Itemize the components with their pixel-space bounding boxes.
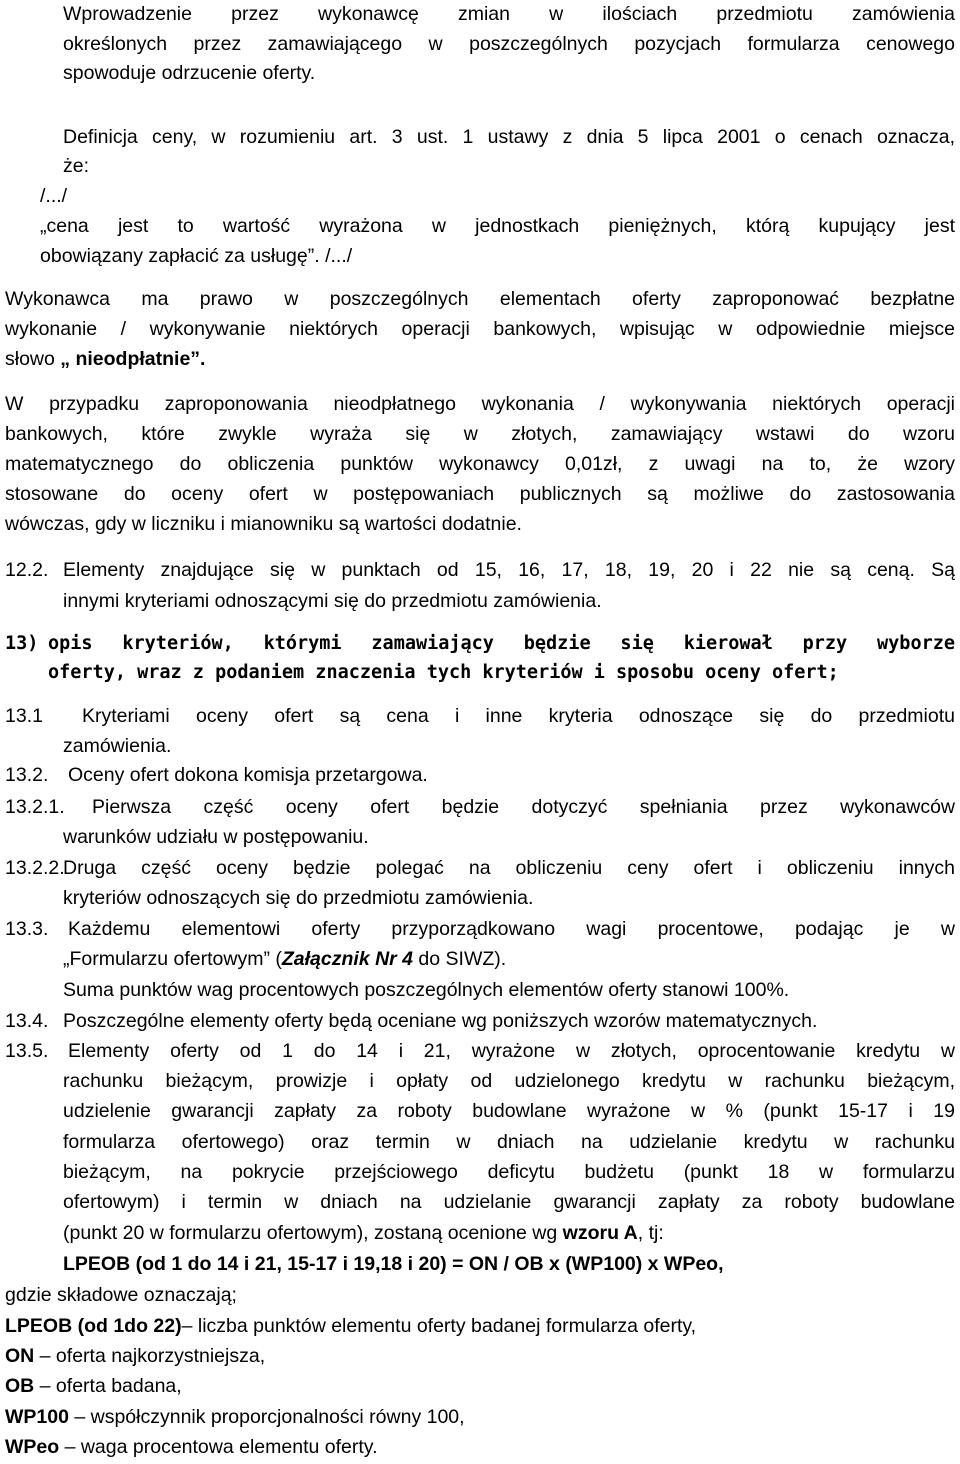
text-line: Wykonawca ma prawo w poszczególnych elementach oferty zaproponować bezpłatne [5,288,955,310]
text-line: /.../ [40,185,68,207]
legend-intro: gdzie składowe oznaczają; [5,1284,237,1306]
section-number: 13) [5,633,39,654]
text-line: Definicja ceny, w rozumieniu art. 3 ust. 1 ustawy z dnia 5 lipca 2001 o cenach oznacza, [63,126,955,148]
legend-item [5,1438,378,1458]
text-line: wykonanie / wykonywanie niektórych operacji bankowych, wpisując w odpowiednie miejsce [5,318,955,340]
text-line: Druga część oceny będzie polegać na obliczeniu ceny ofert i obliczeniu innych [63,857,955,879]
heading-line: oferty, wraz z podaniem znaczenia tych kryteriów i sposobu oceny ofert; [48,662,839,683]
text-line: Elementy oferty od 1 do 14 i 21, wyrażone w złotych, oprocentowanie kredytu w [68,1040,955,1062]
text-line: ofertowym) i termin w dniach na udzielanie gwarancji zapłaty za roboty budowlane [63,1191,955,1213]
legend-desc: – oferta najkorzystniejsza, [34,1345,266,1367]
legend-term: LPEOB (od 1do 22) [5,1315,182,1337]
formula: LPEOB (od 1 do 14 i 21, 15-17 i 19,18 i 20) = ON / OB x (WP100) x WPeo, [63,1253,724,1275]
legend-term: WP100 [5,1406,69,1428]
legend-item [5,1408,465,1428]
text-line: stosowane do oceny ofert w postępowaniach publicznych są możliwe do zastosowania [5,483,955,505]
text-line: formularza ofertowego) oraz termin w dniach na udzielanie kredytu w rachunku [63,1131,955,1153]
section-number: 13.2.2. [5,857,65,879]
section-number: 13.4. [5,1010,49,1032]
text-line: Każdemu elementowi oferty przyporządkowano wagi procentowe, podając je w [68,918,955,940]
text-span: do SIWZ). [413,948,507,970]
text-line: Oceny ofert dokona komisja przetargowa. [68,764,428,786]
text-line [63,950,506,970]
section-number: 13.5. [5,1040,49,1062]
text-line: Kryteriami oceny ofert są cena i inne kryteria odnoszące się do przedmiotu [82,705,955,727]
formula-name: wzoru A [562,1222,638,1244]
attachment-reference: Załącznik Nr 4 [281,948,414,970]
legend-item [5,1347,265,1367]
text-line [63,1224,664,1244]
text-line: wówczas, gdy w liczniku i mianowniku są wartości dodatnie. [5,513,522,535]
heading-line: opis kryteriów, którymi zamawiający będzie się kierował przy wyborze [48,633,955,654]
emphasis-nieodplatnie: „ nieodpłatnie”. [60,348,206,370]
text-span: „Formularzu ofertowym” ( [63,948,282,970]
text-span: , tj: [637,1222,664,1244]
legend-item [5,1317,696,1337]
text-line: rachunku bieżącym, prowizje i opłaty od udzielonego kredytu w rachunku bieżącym, [63,1070,955,1092]
text-line: Pierwsza część oceny ofert będzie dotyczyć spełniania przez wykonawców [92,796,955,818]
legend-desc: – liczba punktów elementu oferty badanej formularza oferty, [181,1315,697,1337]
text-line: warunków udziału w postępowaniu. [63,826,369,848]
text-line: Wprowadzenie przez wykonawcę zmian w ilościach przedmiotu zamówienia [63,3,955,25]
text-line: W przypadku zaproponowania nieodpłatnego wykonania / wykonywania niektórych operacji [5,393,955,415]
section-number: 13.2.1. [5,796,65,818]
text-line [5,350,205,370]
quote-line: „cena jest to wartość wyrażona w jednostkach pieniężnych, którą kupujący jest [40,215,955,237]
text-line: udzielenie gwarancji zapłaty za roboty budowlane wyrażone w % (punkt 15-17 i 19 [63,1100,955,1122]
section-number: 12.2. [5,559,49,581]
text-line: bankowych, które zwykle wyraża się w złotych, zamawiający wstawi do wzoru [5,423,955,445]
text-line: zamówienia. [63,735,172,757]
text-line: innymi kryteriami odnoszącymi się do przedmiotu zamówienia. [63,590,602,612]
legend-term: OB [5,1375,35,1397]
legend-item [5,1377,182,1397]
legend-desc: – waga procentowa elementu oferty. [59,1436,378,1458]
legend-desc: – oferta badana, [34,1375,182,1397]
section-number: 13.2. [5,764,49,786]
legend-desc: – współczynnik proporcjonalności równy 100, [68,1406,465,1428]
legend-term: WPeo [5,1436,60,1458]
text-line: Elementy znajdujące się w punktach od 15, 16, 17, 18, 19, 20 i 22 nie są ceną. Są [63,559,955,581]
text-span: (punkt 20 w formularzu ofertowym), zostaną ocenione wg [63,1222,563,1244]
text-line: Suma punktów wag procentowych poszczególnych elementów oferty stanowi 100%. [63,979,790,1001]
text-line: matematycznego do obliczenia punktów wykonawcy 0,01zł, z uwagi na to, że wzory [5,453,955,475]
text-span: słowo [5,348,61,370]
text-line: kryteriów odnoszących się do przedmiotu zamówienia. [63,887,534,909]
quote-line: obowiązany zapłacić za usługę”. /.../ [40,245,353,267]
text-line: określonych przez zamawiającego w poszczególnych pozycjach formularza cenowego [63,33,955,55]
text-line: spowoduje odrzucenie oferty. [63,62,316,84]
text-line: Poszczególne elementy oferty będą oceniane wg poniższych wzorów matematycznych. [63,1010,818,1032]
section-number: 13.1 [5,705,43,727]
text-line: bieżącym, na pokrycie przejściowego deficytu budżetu (punkt 18 w formularzu [63,1161,955,1183]
text-line: że: [63,155,90,177]
section-number: 13.3. [5,918,49,940]
legend-term: ON [5,1345,35,1367]
